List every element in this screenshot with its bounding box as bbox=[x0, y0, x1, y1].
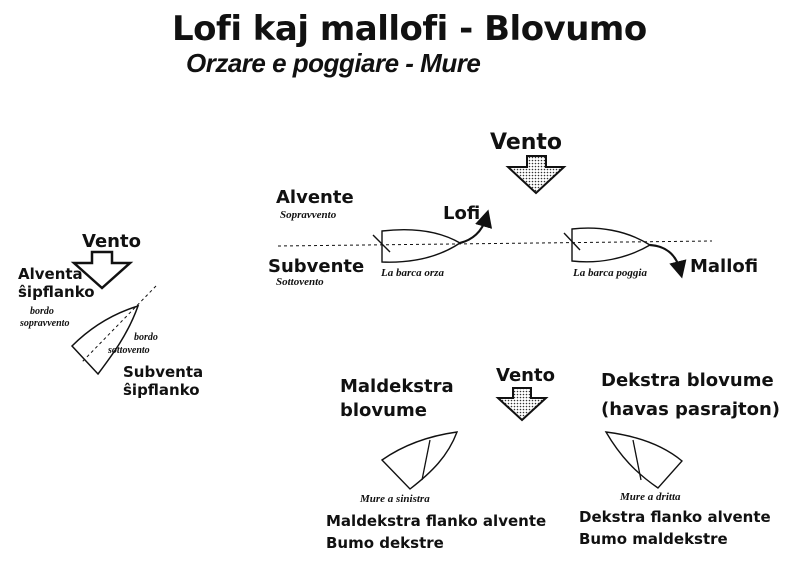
port-tack-caption: Mure a sinistra bbox=[360, 493, 430, 505]
leeward-side-label-1: Subventa bbox=[123, 363, 204, 381]
leeward-edge-label-1: bordo bbox=[134, 332, 158, 343]
windward-side-label-2: ŝipflanko bbox=[18, 283, 95, 301]
wind-label-bottom: Vento bbox=[496, 365, 555, 386]
luff-caption: La barca orza bbox=[381, 267, 444, 279]
starboard-tack-label-1: Dekstra blovume bbox=[601, 370, 774, 391]
starboard-tack-caption: Mure a dritta bbox=[620, 491, 681, 503]
windward-label: Alvente bbox=[276, 187, 354, 208]
bear-away-label: Mallofi bbox=[690, 256, 759, 277]
wind-arrow-bottom bbox=[498, 388, 546, 420]
wind-arrow-top bbox=[508, 156, 564, 193]
windward-edge-label-2: sopravvento bbox=[20, 318, 70, 329]
hull-bearing bbox=[572, 228, 650, 262]
starboard-side-label: Dekstra flanko alvente bbox=[579, 508, 771, 526]
port-side-label: Maldekstra flanko alvente bbox=[326, 512, 547, 530]
leeward-edge-label-2: sottovento bbox=[108, 345, 150, 356]
bear-away-arrow bbox=[650, 245, 680, 270]
bear-away-caption: La barca poggia bbox=[573, 267, 647, 279]
windward-edge-label-1: bordo bbox=[30, 306, 54, 317]
wind-label-left: Vento bbox=[82, 231, 141, 252]
page-title: Lofi kaj mallofi - Blovumo bbox=[172, 9, 647, 49]
leeward-label-italian: Sottovento bbox=[276, 276, 324, 288]
port-tack-label-1: Maldekstra bbox=[340, 376, 454, 397]
page-subtitle: Orzare e poggiare - Mure bbox=[186, 48, 481, 78]
windward-label-italian: Sopravvento bbox=[280, 209, 337, 221]
leeward-side-label-2: ŝipflanko bbox=[123, 381, 200, 399]
hull-starboard-tack bbox=[606, 432, 682, 488]
hull-port-tack bbox=[382, 432, 457, 489]
port-tack-label-2: blovume bbox=[340, 400, 427, 421]
leeward-label: Subvente bbox=[268, 256, 365, 277]
port-boom-label: Bumo dekstre bbox=[326, 534, 444, 552]
starboard-tack-label-2: (havas pasrajton) bbox=[601, 399, 780, 420]
starboard-boom-label: Bumo maldekstre bbox=[579, 530, 728, 548]
luff-label: Lofi bbox=[443, 203, 481, 224]
hull-luffing bbox=[382, 230, 460, 263]
wind-label-top: Vento bbox=[490, 130, 563, 155]
boom-starboard-tack bbox=[633, 440, 641, 480]
windward-side-label-1: Alventa bbox=[18, 265, 83, 283]
